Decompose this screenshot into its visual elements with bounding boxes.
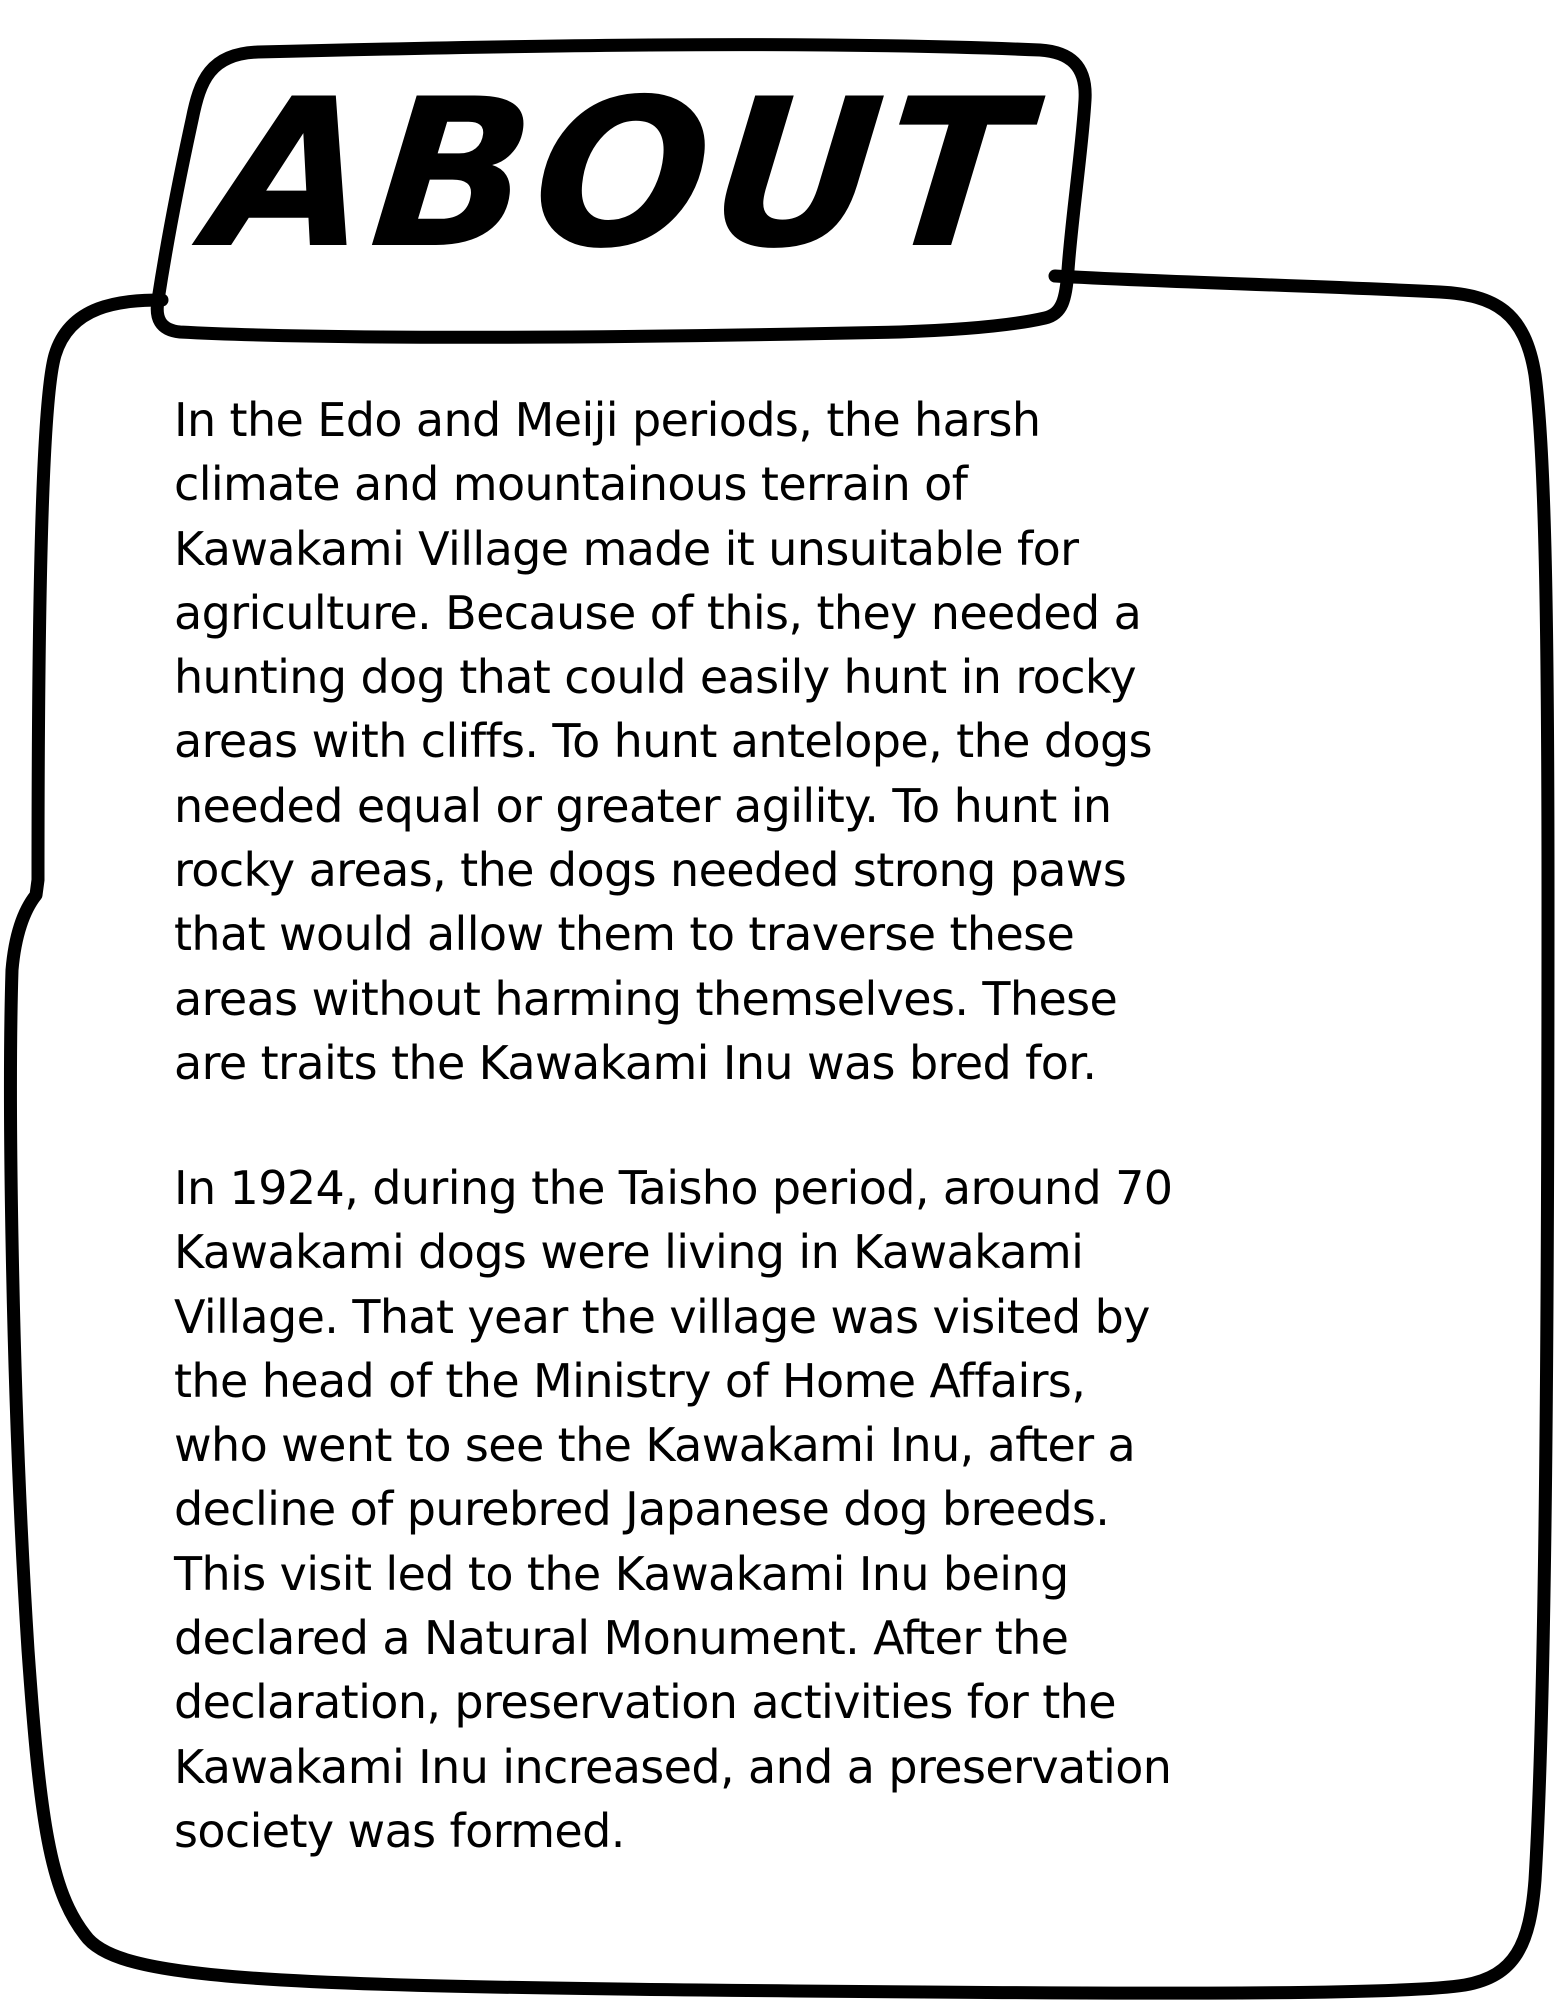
- page-title: ABOUT: [199, 56, 1041, 294]
- text-line: declared a Natural Monument. After the: [174, 1611, 1069, 1666]
- text-line: Kawakami dogs were living in Kawakami: [174, 1225, 1084, 1280]
- text-line: Kawakami Village made it unsuitable for: [174, 521, 1079, 576]
- text-line: agriculture. Because of this, they needed a: [174, 585, 1142, 640]
- paragraph-1: [174, 388, 1404, 1095]
- text-line: In the Edo and Meiji periods, the harsh: [174, 393, 1041, 447]
- paragraph-2: [174, 1156, 1404, 1863]
- text-line: Village. That year the village was visited by: [174, 1289, 1150, 1344]
- text-line: who went to see the Kawakami Inu, after a: [174, 1418, 1136, 1473]
- text-line: This visit led to the Kawakami Inu being: [174, 1546, 1069, 1601]
- text-line: the head of the Ministry of Home Affairs,: [174, 1353, 1086, 1408]
- text-line: declaration, preservation activities for the: [174, 1675, 1116, 1730]
- text-line: society was formed.: [174, 1803, 625, 1858]
- text-line: rocky areas, the dogs needed strong paws: [174, 843, 1127, 898]
- text-line: areas with cliffs. To hunt antelope, the dogs: [174, 714, 1152, 769]
- text-line: climate and mountainous terrain of: [174, 457, 968, 512]
- text-line: that would allow them to traverse these: [174, 907, 1075, 962]
- text-line: Kawakami Inu increased, and a preservation: [174, 1739, 1172, 1794]
- text-line: needed equal or greater agility. To hunt in: [174, 778, 1112, 833]
- text-line: In 1924, during the Taisho period, around 70: [174, 1161, 1173, 1215]
- text-line: areas without harming themselves. These: [174, 971, 1118, 1026]
- text-line: hunting dog that could easily hunt in rocky: [174, 650, 1136, 705]
- text-line: decline of purebred Japanese dog breeds.: [174, 1482, 1110, 1537]
- text-line: are traits the Kawakami Inu was bred for.: [174, 1035, 1097, 1090]
